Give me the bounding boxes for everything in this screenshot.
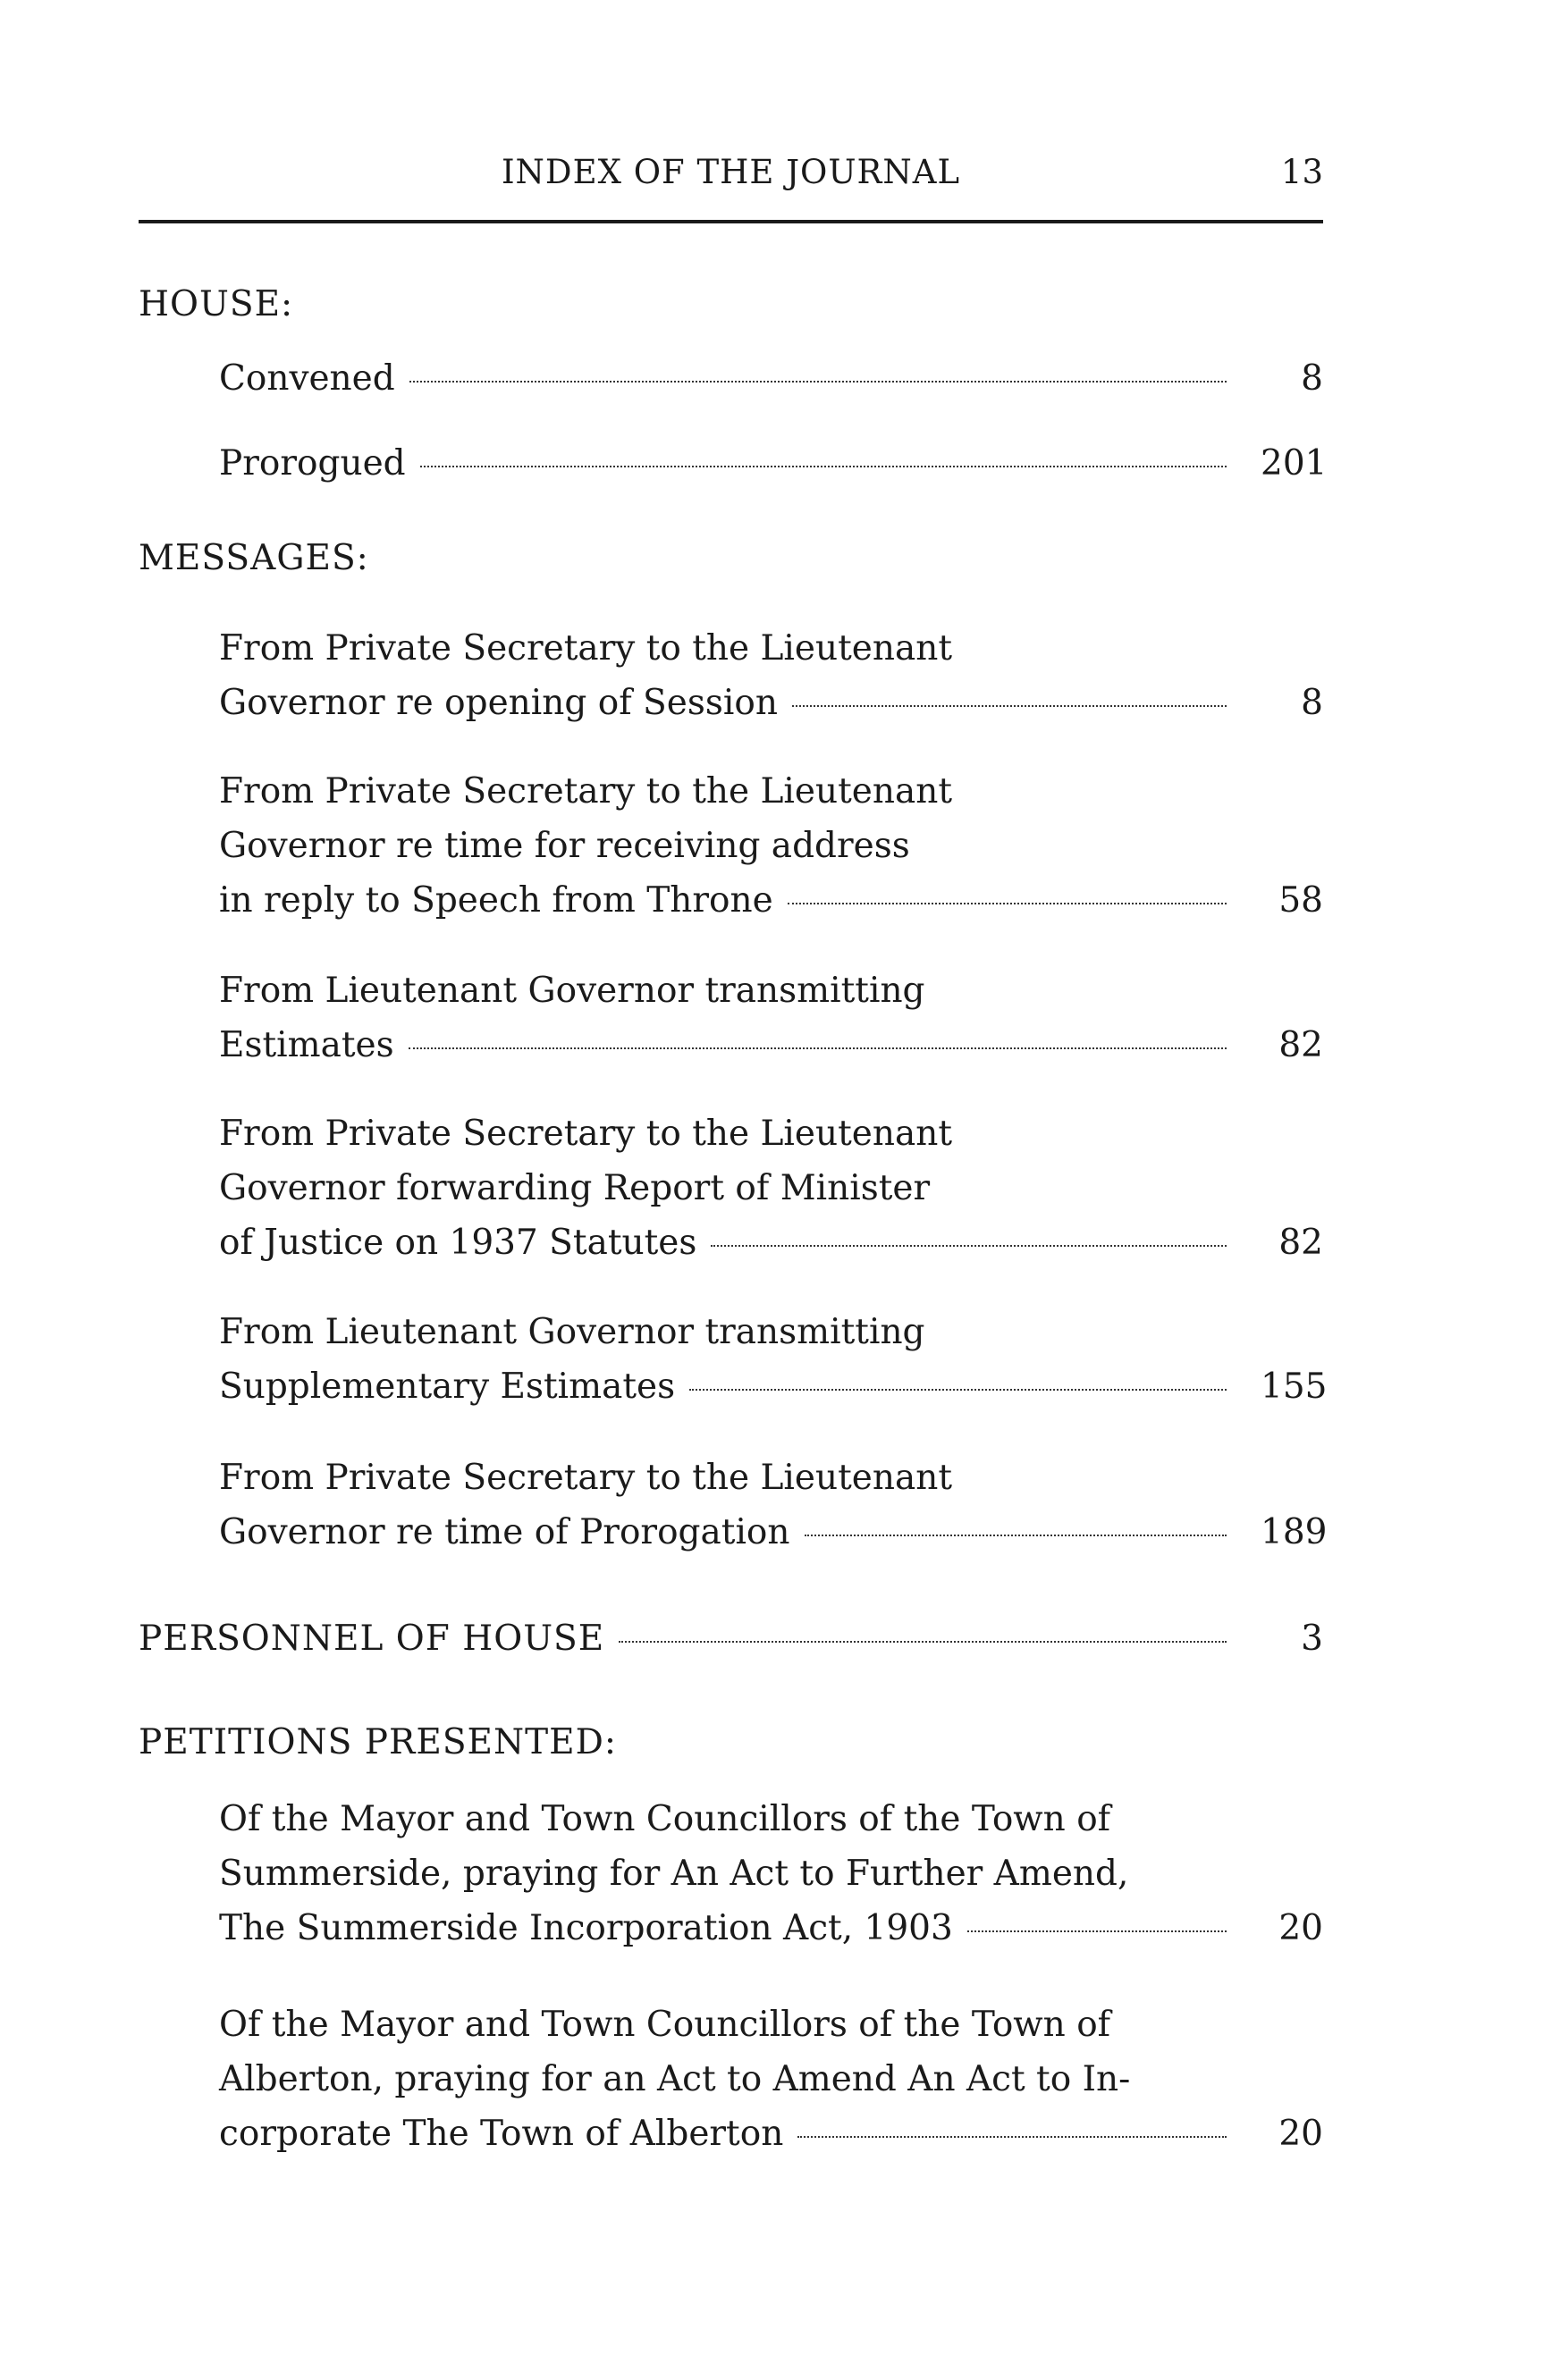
dot-leader	[619, 1641, 1227, 1643]
entry-page: 201	[1261, 443, 1328, 484]
entry-line: From Private Secretary to the Lieutenant	[219, 1114, 953, 1154]
entry-line: Of the Mayor and Town Councillors of the Town of	[219, 2005, 1111, 2045]
index-entry	[219, 621, 1323, 730]
running-title: INDEX OF THE JOURNAL	[501, 153, 961, 191]
entry-text: Supplementary Estimates	[219, 1367, 676, 1407]
dot-leader	[409, 1047, 1227, 1049]
entry-page: 189	[1261, 1512, 1328, 1552]
header-rule	[139, 220, 1323, 223]
section-heading-petitions: PETITIONS PRESENTED:	[139, 1722, 618, 1762]
entry-text: of Justice on 1937 Statutes	[219, 1223, 697, 1263]
entry-page: 8	[1301, 358, 1323, 399]
entry-line: Governor forwarding Report of Minister	[219, 1168, 931, 1208]
section-heading-house: HOUSE:	[139, 284, 294, 324]
dot-leader	[420, 466, 1227, 467]
entry-line: From Lieutenant Governor transmitting	[219, 971, 925, 1011]
entry-page: 82	[1278, 1223, 1323, 1263]
entry-text: Governor re time of Prorogation	[219, 1512, 790, 1552]
index-entry	[219, 1792, 1323, 1955]
section-heading-messages: MESSAGES:	[139, 538, 369, 578]
dot-leader	[805, 1535, 1227, 1536]
index-entry	[219, 1106, 1323, 1270]
dot-leader	[797, 2136, 1227, 2138]
entry-text: PERSONNEL OF HOUSE	[139, 1619, 605, 1659]
entry-line: From Private Secretary to the Lieutenant	[219, 771, 953, 812]
index-entry	[219, 436, 1328, 491]
entry-text: corporate The Town of Alberton	[219, 2114, 784, 2154]
entry-page: 20	[1278, 2114, 1323, 2154]
entry-page: 8	[1301, 683, 1323, 723]
entry-line: From Lieutenant Governor transmitting	[219, 1312, 925, 1352]
entry-line: Summerside, praying for An Act to Further Amend,	[219, 1854, 1129, 1894]
dot-leader	[689, 1389, 1227, 1391]
entry-line: Of the Mayor and Town Councillors of the Town of	[219, 1799, 1111, 1839]
dot-leader	[788, 903, 1227, 904]
entry-text: Convened	[219, 358, 395, 399]
index-entry	[219, 764, 1323, 928]
entry-line: Governor re time for receiving address	[219, 826, 910, 866]
running-header	[139, 147, 1323, 219]
index-entry	[219, 1451, 1328, 1560]
dot-leader	[792, 705, 1227, 707]
page-number: 13	[1280, 153, 1323, 191]
entry-line: From Private Secretary to the Lieutenant	[219, 1458, 953, 1498]
entry-text: The Summerside Incorporation Act, 1903	[219, 1908, 953, 1948]
dot-leader	[711, 1245, 1227, 1247]
dot-leader	[967, 1930, 1227, 1932]
entry-page: 20	[1278, 1908, 1323, 1948]
entry-page: 58	[1278, 880, 1323, 921]
index-entry-personnel	[139, 1611, 1323, 1666]
index-entry	[219, 1305, 1328, 1414]
entry-line: From Private Secretary to the Lieutenant	[219, 628, 953, 669]
entry-page: 155	[1261, 1367, 1328, 1407]
index-entry	[219, 963, 1323, 1072]
dot-leader	[409, 381, 1227, 383]
index-entry	[219, 1997, 1323, 2161]
entry-text: Estimates	[219, 1025, 394, 1065]
entry-page: 3	[1301, 1619, 1323, 1659]
entry-page: 82	[1278, 1025, 1323, 1065]
entry-line: Alberton, praying for an Act to Amend An Act to In-	[219, 2059, 1131, 2099]
entry-text: Governor re opening of Session	[219, 683, 778, 723]
entry-text: in reply to Speech from Throne	[219, 880, 773, 921]
index-entry	[219, 351, 1323, 406]
entry-text: Prorogued	[219, 443, 406, 484]
